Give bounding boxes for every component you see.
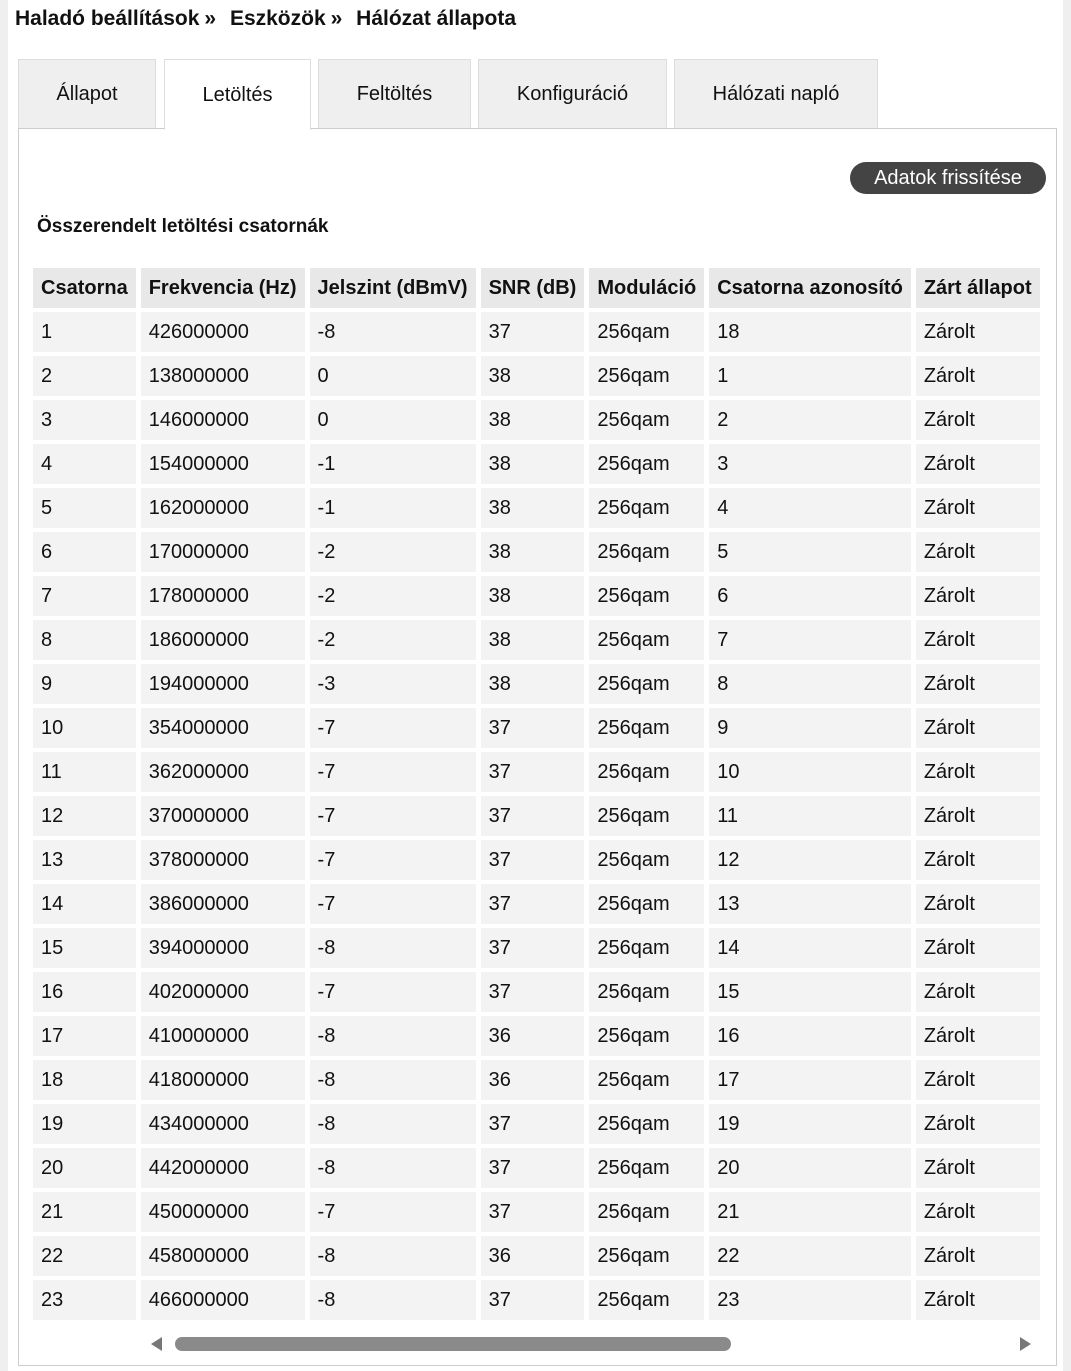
cell-power-level: -8 bbox=[310, 312, 476, 352]
table-row bbox=[33, 884, 1040, 924]
cell-power-level: -8 bbox=[310, 1280, 476, 1320]
cell-channel: 11 bbox=[33, 752, 136, 792]
cell-snr: 37 bbox=[481, 796, 585, 836]
column-header-modulation: Moduláció bbox=[589, 268, 704, 308]
cell-lock-status: Zárolt bbox=[916, 1192, 1040, 1232]
cell-power-level: -2 bbox=[310, 532, 476, 572]
cell-lock-status: Zárolt bbox=[916, 972, 1040, 1012]
cell-channel-id: 23 bbox=[709, 1280, 911, 1320]
cell-channel-id: 2 bbox=[709, 400, 911, 440]
tab-download-label: Letöltés bbox=[202, 83, 273, 106]
cell-frequency: 450000000 bbox=[141, 1192, 305, 1232]
table-row bbox=[33, 488, 1040, 528]
channel-table-container bbox=[33, 268, 1041, 1323]
cell-snr: 37 bbox=[481, 1280, 585, 1320]
cell-power-level: -7 bbox=[310, 972, 476, 1012]
channel-table bbox=[33, 268, 1041, 1323]
column-header-lock-status: Zárt állapot bbox=[916, 268, 1040, 308]
table-row bbox=[33, 796, 1040, 836]
tab-status-label: Állapot bbox=[56, 83, 118, 105]
cell-channel-id: 6 bbox=[709, 576, 911, 616]
cell-lock-status: Zárolt bbox=[916, 1280, 1040, 1320]
cell-modulation: 256qam bbox=[589, 840, 704, 880]
cell-frequency: 458000000 bbox=[141, 1236, 305, 1276]
table-row bbox=[33, 1148, 1040, 1188]
cell-frequency: 354000000 bbox=[141, 708, 305, 748]
cell-channel: 2 bbox=[33, 356, 136, 396]
cell-channel-id: 12 bbox=[709, 840, 911, 880]
cell-frequency: 362000000 bbox=[141, 752, 305, 792]
cell-lock-status: Zárolt bbox=[916, 884, 1040, 924]
cell-lock-status: Zárolt bbox=[916, 1060, 1040, 1100]
breadcrumb-item-advanced-settings[interactable]: Haladó beállítások bbox=[15, 7, 200, 30]
breadcrumb-item-network-status: Hálózat állapota bbox=[356, 7, 517, 30]
cell-lock-status: Zárolt bbox=[916, 708, 1040, 748]
table-row bbox=[33, 928, 1040, 968]
cell-lock-status: Zárolt bbox=[916, 752, 1040, 792]
cell-modulation: 256qam bbox=[589, 312, 704, 352]
cell-modulation: 256qam bbox=[589, 1236, 704, 1276]
cell-frequency: 138000000 bbox=[141, 356, 305, 396]
table-row bbox=[33, 664, 1040, 704]
cell-channel-id: 3 bbox=[709, 444, 911, 484]
cell-snr: 38 bbox=[481, 400, 585, 440]
table-row bbox=[33, 1060, 1040, 1100]
cell-lock-status: Zárolt bbox=[916, 532, 1040, 572]
download-panel bbox=[18, 128, 1057, 1366]
cell-power-level: -1 bbox=[310, 444, 476, 484]
cell-modulation: 256qam bbox=[589, 752, 704, 792]
cell-power-level: -8 bbox=[310, 1148, 476, 1188]
cell-frequency: 386000000 bbox=[141, 884, 305, 924]
cell-snr: 36 bbox=[481, 1060, 585, 1100]
cell-modulation: 256qam bbox=[589, 488, 704, 528]
cell-lock-status: Zárolt bbox=[916, 796, 1040, 836]
cell-channel-id: 1 bbox=[709, 356, 911, 396]
table-header-row bbox=[33, 268, 1040, 308]
column-header-power-level: Jelszint (dBmV) bbox=[310, 268, 476, 308]
cell-frequency: 370000000 bbox=[141, 796, 305, 836]
cell-channel: 10 bbox=[33, 708, 136, 748]
table-row bbox=[33, 1236, 1040, 1276]
cell-frequency: 442000000 bbox=[141, 1148, 305, 1188]
cell-power-level: -7 bbox=[310, 752, 476, 792]
page-right-edge bbox=[1063, 0, 1071, 1371]
table-row bbox=[33, 1280, 1040, 1320]
cell-modulation: 256qam bbox=[589, 664, 704, 704]
table-row bbox=[33, 356, 1040, 396]
table-row bbox=[33, 312, 1040, 352]
cell-power-level: 0 bbox=[310, 400, 476, 440]
cell-modulation: 256qam bbox=[589, 1104, 704, 1144]
cell-lock-status: Zárolt bbox=[916, 576, 1040, 616]
cell-power-level: -7 bbox=[310, 1192, 476, 1232]
cell-channel-id: 4 bbox=[709, 488, 911, 528]
cell-lock-status: Zárolt bbox=[916, 312, 1040, 352]
cell-power-level: -7 bbox=[310, 884, 476, 924]
cell-channel: 4 bbox=[33, 444, 136, 484]
table-row bbox=[33, 1192, 1040, 1232]
cell-frequency: 178000000 bbox=[141, 576, 305, 616]
cell-modulation: 256qam bbox=[589, 576, 704, 616]
tab-status[interactable] bbox=[18, 59, 156, 129]
cell-modulation: 256qam bbox=[589, 972, 704, 1012]
cell-frequency: 394000000 bbox=[141, 928, 305, 968]
scrollbar-thumb[interactable] bbox=[175, 1337, 731, 1351]
cell-channel: 5 bbox=[33, 488, 136, 528]
cell-snr: 37 bbox=[481, 312, 585, 352]
cell-modulation: 256qam bbox=[589, 1192, 704, 1232]
cell-snr: 37 bbox=[481, 972, 585, 1012]
cell-snr: 38 bbox=[481, 664, 585, 704]
cell-channel-id: 19 bbox=[709, 1104, 911, 1144]
cell-snr: 36 bbox=[481, 1016, 585, 1056]
cell-channel-id: 9 bbox=[709, 708, 911, 748]
cell-channel: 16 bbox=[33, 972, 136, 1012]
cell-channel-id: 22 bbox=[709, 1236, 911, 1276]
table-row bbox=[33, 576, 1040, 616]
cell-lock-status: Zárolt bbox=[916, 488, 1040, 528]
cell-lock-status: Zárolt bbox=[916, 1236, 1040, 1276]
cell-channel-id: 10 bbox=[709, 752, 911, 792]
cell-frequency: 170000000 bbox=[141, 532, 305, 572]
column-header-snr: SNR (dB) bbox=[481, 268, 585, 308]
cell-power-level: -3 bbox=[310, 664, 476, 704]
table-row bbox=[33, 620, 1040, 660]
section-title: Összerendelt letöltési csatornák bbox=[37, 216, 329, 237]
cell-lock-status: Zárolt bbox=[916, 620, 1040, 660]
cell-channel-id: 8 bbox=[709, 664, 911, 704]
cell-channel-id: 18 bbox=[709, 312, 911, 352]
cell-channel: 1 bbox=[33, 312, 136, 352]
cell-channel-id: 14 bbox=[709, 928, 911, 968]
cell-channel: 21 bbox=[33, 1192, 136, 1232]
table-row bbox=[33, 444, 1040, 484]
horizontal-scrollbar[interactable] bbox=[151, 1336, 1031, 1352]
cell-channel: 6 bbox=[33, 532, 136, 572]
cell-frequency: 162000000 bbox=[141, 488, 305, 528]
cell-channel-id: 21 bbox=[709, 1192, 911, 1232]
cell-channel: 18 bbox=[33, 1060, 136, 1100]
cell-channel-id: 7 bbox=[709, 620, 911, 660]
cell-channel: 12 bbox=[33, 796, 136, 836]
tab-network-log-label: Hálózati napló bbox=[712, 83, 840, 105]
cell-lock-status: Zárolt bbox=[916, 356, 1040, 396]
table-row bbox=[33, 752, 1040, 792]
cell-modulation: 256qam bbox=[589, 1060, 704, 1100]
cell-power-level: -2 bbox=[310, 620, 476, 660]
cell-frequency: 402000000 bbox=[141, 972, 305, 1012]
cell-modulation: 256qam bbox=[589, 928, 704, 968]
cell-power-level: -7 bbox=[310, 840, 476, 880]
cell-channel-id: 13 bbox=[709, 884, 911, 924]
cell-modulation: 256qam bbox=[589, 620, 704, 660]
tab-configuration[interactable] bbox=[478, 59, 667, 129]
cell-modulation: 256qam bbox=[589, 532, 704, 572]
cell-snr: 38 bbox=[481, 356, 585, 396]
cell-channel: 14 bbox=[33, 884, 136, 924]
cell-modulation: 256qam bbox=[589, 884, 704, 924]
cell-snr: 37 bbox=[481, 708, 585, 748]
cell-frequency: 410000000 bbox=[141, 1016, 305, 1056]
cell-power-level: -8 bbox=[310, 1016, 476, 1056]
cell-power-level: -7 bbox=[310, 796, 476, 836]
cell-modulation: 256qam bbox=[589, 444, 704, 484]
cell-lock-status: Zárolt bbox=[916, 1104, 1040, 1144]
cell-frequency: 418000000 bbox=[141, 1060, 305, 1100]
cell-frequency: 426000000 bbox=[141, 312, 305, 352]
cell-snr: 37 bbox=[481, 752, 585, 792]
tab-upload-label: Feltöltés bbox=[356, 83, 433, 105]
tab-download[interactable] bbox=[164, 59, 311, 130]
table-row bbox=[33, 708, 1040, 748]
breadcrumb bbox=[15, 7, 516, 31]
breadcrumb-separator: » bbox=[330, 7, 343, 30]
table-row bbox=[33, 532, 1040, 572]
cell-lock-status: Zárolt bbox=[916, 928, 1040, 968]
breadcrumb-item-tools[interactable]: Eszközök bbox=[229, 7, 326, 30]
cell-channel: 13 bbox=[33, 840, 136, 880]
table-row bbox=[33, 840, 1040, 880]
column-header-channel: Csatorna bbox=[33, 268, 136, 308]
cell-power-level: -8 bbox=[310, 928, 476, 968]
cell-lock-status: Zárolt bbox=[916, 400, 1040, 440]
cell-channel: 15 bbox=[33, 928, 136, 968]
cell-snr: 38 bbox=[481, 488, 585, 528]
cell-channel: 22 bbox=[33, 1236, 136, 1276]
cell-frequency: 466000000 bbox=[141, 1280, 305, 1320]
chevron-left-icon[interactable] bbox=[151, 1337, 162, 1351]
chevron-right-icon[interactable] bbox=[1020, 1337, 1031, 1351]
tab-configuration-label: Konfiguráció bbox=[516, 83, 629, 105]
breadcrumb-separator: » bbox=[204, 7, 217, 30]
cell-snr: 37 bbox=[481, 840, 585, 880]
cell-lock-status: Zárolt bbox=[916, 1148, 1040, 1188]
cell-snr: 37 bbox=[481, 928, 585, 968]
cell-modulation: 256qam bbox=[589, 1016, 704, 1056]
cell-snr: 36 bbox=[481, 1236, 585, 1276]
cell-channel: 7 bbox=[33, 576, 136, 616]
cell-frequency: 146000000 bbox=[141, 400, 305, 440]
cell-channel: 9 bbox=[33, 664, 136, 704]
cell-lock-status: Zárolt bbox=[916, 1016, 1040, 1056]
cell-power-level: -8 bbox=[310, 1236, 476, 1276]
cell-snr: 37 bbox=[481, 884, 585, 924]
cell-frequency: 154000000 bbox=[141, 444, 305, 484]
cell-power-level: -8 bbox=[310, 1060, 476, 1100]
cell-modulation: 256qam bbox=[589, 1148, 704, 1188]
cell-power-level: -1 bbox=[310, 488, 476, 528]
cell-channel: 19 bbox=[33, 1104, 136, 1144]
cell-power-level: -7 bbox=[310, 708, 476, 748]
cell-channel: 23 bbox=[33, 1280, 136, 1320]
cell-channel-id: 16 bbox=[709, 1016, 911, 1056]
table-row bbox=[33, 400, 1040, 440]
cell-channel-id: 20 bbox=[709, 1148, 911, 1188]
cell-snr: 37 bbox=[481, 1104, 585, 1144]
cell-snr: 38 bbox=[481, 576, 585, 616]
page-left-edge bbox=[0, 0, 8, 1371]
cell-modulation: 256qam bbox=[589, 356, 704, 396]
cell-snr: 37 bbox=[481, 1148, 585, 1188]
cell-modulation: 256qam bbox=[589, 1280, 704, 1320]
refresh-data-button[interactable]: Adatok frissítése bbox=[850, 162, 1046, 194]
cell-channel-id: 15 bbox=[709, 972, 911, 1012]
cell-lock-status: Zárolt bbox=[916, 444, 1040, 484]
tab-upload[interactable] bbox=[318, 59, 471, 129]
cell-power-level: -2 bbox=[310, 576, 476, 616]
cell-modulation: 256qam bbox=[589, 400, 704, 440]
cell-frequency: 378000000 bbox=[141, 840, 305, 880]
table-row bbox=[33, 972, 1040, 1012]
cell-frequency: 194000000 bbox=[141, 664, 305, 704]
cell-channel-id: 17 bbox=[709, 1060, 911, 1100]
cell-lock-status: Zárolt bbox=[916, 840, 1040, 880]
cell-frequency: 434000000 bbox=[141, 1104, 305, 1144]
column-header-frequency: Frekvencia (Hz) bbox=[141, 268, 305, 308]
cell-channel: 17 bbox=[33, 1016, 136, 1056]
tab-network-log[interactable] bbox=[674, 59, 878, 129]
table-row bbox=[33, 1104, 1040, 1144]
cell-modulation: 256qam bbox=[589, 708, 704, 748]
cell-snr: 38 bbox=[481, 532, 585, 572]
cell-channel: 20 bbox=[33, 1148, 136, 1188]
cell-channel-id: 5 bbox=[709, 532, 911, 572]
cell-lock-status: Zárolt bbox=[916, 664, 1040, 704]
cell-channel-id: 11 bbox=[709, 796, 911, 836]
cell-frequency: 186000000 bbox=[141, 620, 305, 660]
cell-snr: 38 bbox=[481, 444, 585, 484]
cell-power-level: -8 bbox=[310, 1104, 476, 1144]
cell-channel: 3 bbox=[33, 400, 136, 440]
table-row bbox=[33, 1016, 1040, 1056]
cell-power-level: 0 bbox=[310, 356, 476, 396]
column-header-channel-id: Csatorna azonosító bbox=[709, 268, 911, 308]
cell-modulation: 256qam bbox=[589, 796, 704, 836]
cell-snr: 37 bbox=[481, 1192, 585, 1232]
cell-channel: 8 bbox=[33, 620, 136, 660]
cell-snr: 38 bbox=[481, 620, 585, 660]
